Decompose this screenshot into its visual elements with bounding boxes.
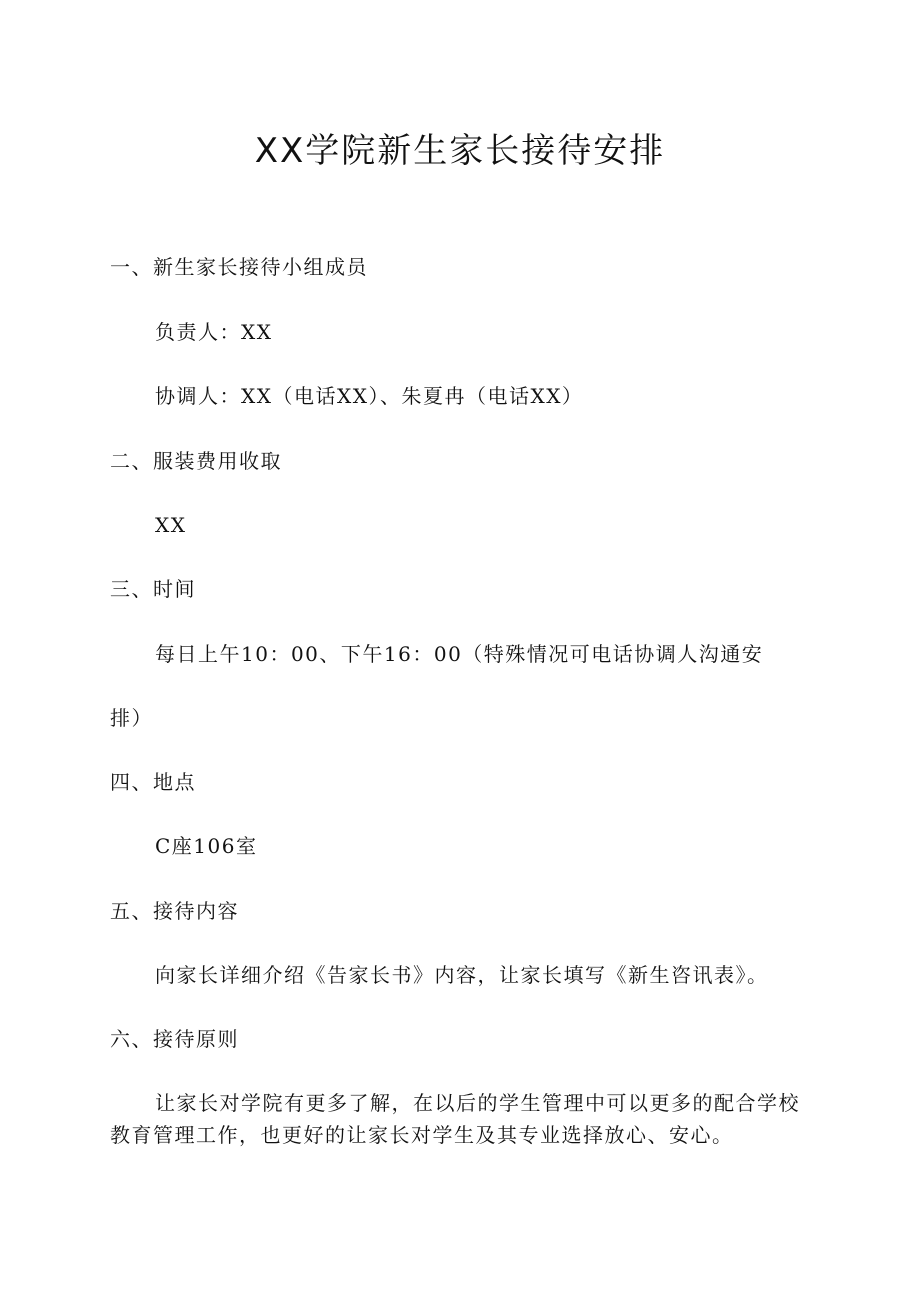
- responsible-person-line: 负责人：XX: [155, 320, 273, 344]
- section-heading-time: 三、时间: [110, 577, 196, 601]
- page-title: XX学院新生家长接待安排: [254, 131, 666, 171]
- section-heading-principles: 六、接待原则: [110, 1027, 239, 1051]
- time-line: 每日上午10：00、下午16：00（特殊情况可电话协调人沟通安: [155, 642, 764, 666]
- location-line: C座106室: [155, 834, 258, 858]
- coordinator-line: 协调人：XX（电话XX）、朱夏冉（电话XX）: [155, 384, 584, 408]
- content-line: 向家长详细介绍《告家长书》内容，让家长填写《新生咨讯表》。: [155, 963, 769, 987]
- section-heading-content: 五、接待内容: [110, 899, 239, 923]
- time-line-continued: 排）: [110, 706, 153, 730]
- section-heading-location: 四、地点: [110, 770, 196, 794]
- fees-line: XX: [155, 513, 187, 537]
- section-heading-members: 一、新生家长接待小组成员: [110, 255, 368, 279]
- principles-paragraph: 让家长对学院有更多了解，在以后的学生管理中可以更多的配合学校教育管理工作，也更好的让家长对学生及其专业选择放心、安心。: [110, 1091, 800, 1147]
- section-heading-fees: 二、服装费用收取: [110, 449, 282, 473]
